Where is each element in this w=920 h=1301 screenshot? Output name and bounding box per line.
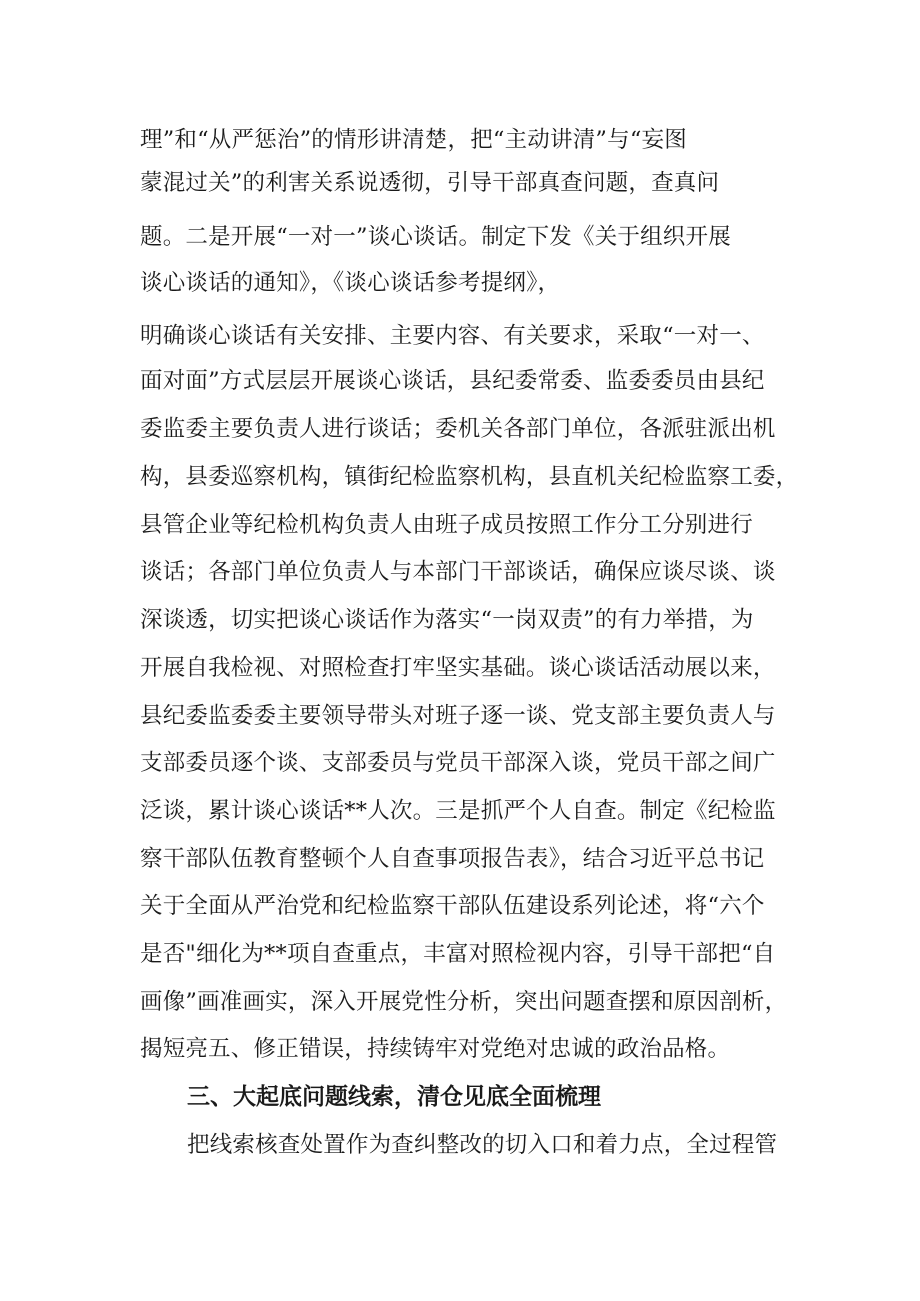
- text-line: 开展自我检视、对照检查打牢坚实基础。谈心谈话活动展以来，: [140, 655, 776, 681]
- text-line: 泛谈，累计谈心谈话**人次。三是抓严个人自查。制定《纪检监: [140, 798, 776, 824]
- text-line: 构，县委巡察机构，镇街纪检监察机构，县直机关纪检监察工委，: [140, 464, 799, 490]
- text-line: 察干部队伍教育整顿个人自查事项报告表》，结合习近平总书记: [140, 846, 765, 872]
- text-line: 题。二是开展“一对一”谈心谈话。制定下发《关于组织开展: [140, 224, 731, 250]
- text-line: 把线索核查处置作为查纠整改的切入口和着力点，全过程管: [187, 1132, 778, 1158]
- text-line: 关于全面从严治党和纪检监察干部队伍建设系列论述，将“六个: [140, 893, 765, 919]
- text-line: 深谈透，切实把谈心谈话作为落实“一岗双责”的有力举措，为: [140, 607, 754, 633]
- text-line: 蒙混过关”的利害关系说透彻，引导干部真查问题，查真问: [140, 170, 720, 196]
- text-line: 是否"细化为**项自查重点，丰富对照检视内容，引导干部把“自: [140, 941, 776, 967]
- text-line: 支部委员逐个谈、支部委员与党员干部深入谈，党员干部之间广: [140, 750, 776, 776]
- section-heading: 三、大起底问题线索，清仓见底全面梳理: [187, 1084, 601, 1110]
- text-line: 谈心谈话的通知》，《谈心谈话参考提纲》，: [140, 270, 561, 296]
- text-line: 县纪委监委委主要领导带头对班子逐一谈、党支部主要负责人与: [140, 703, 776, 729]
- text-line: 揭短亮五、修正错误，持续铸牢对党绝对忠诚的政治品格。: [140, 1036, 731, 1062]
- text-line: 面对面”方式层层开展谈心谈话，县纪委常委、监委委员由县纪: [140, 368, 765, 394]
- text-line: 谈话；各部门单位负责人与本部门干部谈话，确保应谈尽谈、谈: [140, 559, 776, 585]
- text-line: 县管企业等纪检机构负责人由班子成员按照工作分工分别进行: [140, 512, 753, 538]
- text-line: 明确谈心谈话有关安排、主要内容、有关要求，采取“一对一、: [140, 323, 765, 349]
- text-line: 画像”画准画实，深入开展党性分析，突出问题查摆和原因剖析，: [140, 989, 788, 1015]
- text-line: 委监委主要负责人进行谈话；委机关各部门单位，各派驻派出机: [140, 416, 776, 442]
- text-line: 理”和“从严惩治”的情形讲清楚，把“主动讲清”与“妄图: [140, 127, 687, 153]
